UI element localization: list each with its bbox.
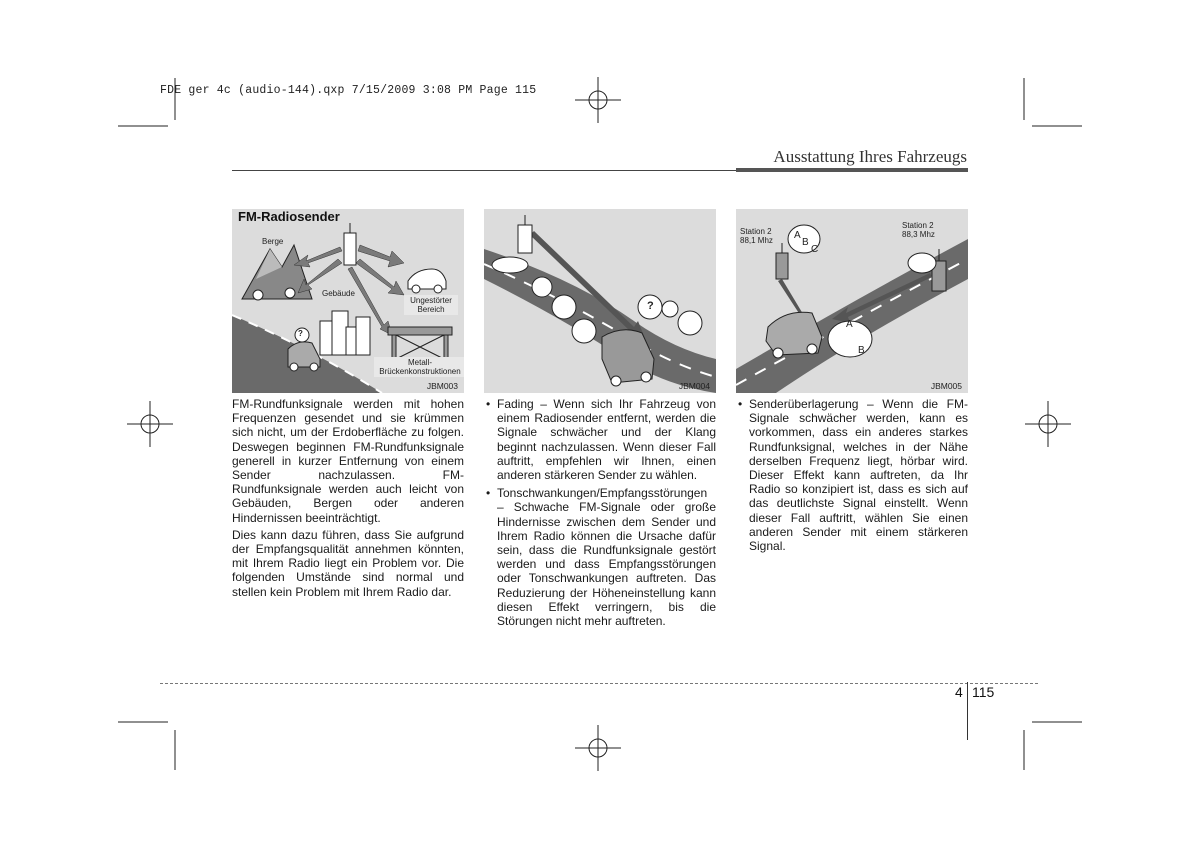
glyph-top-c: C [811, 244, 819, 255]
bullet-interference: • Tonschwankungen/Empfangsstörungen – Schwache FM-Signale oder große Hindernisse zwischen dem Sender und Ihrem Radio können die Ursache dafür sein, dass die Rundfunksignale gestört werden und dass Empfangsstörungen oder Tonschwankungen auftreten. Das Reduzierung der Höheneinstellung kann diesen Effekt verringern, bis die Störungen nicht mehr auftreten. [484, 486, 716, 628]
figure-fm-broadcast [232, 209, 464, 393]
print-slug: FDE ger 4c (audio-144).qxp 7/15/2009 3:08 PM Page 115 [160, 84, 537, 97]
bullet-fading: • Fading – Wenn sich Ihr Fahrzeug von einem Radiosender entfernt, werden die Signale schwächer und der Klang beginnt nachzulassen. Wenn dieser Fall auftritt, empfehlen wir Ihnen, einen anderen stärkeren Sender zu wählen. [484, 397, 716, 482]
section-header-title: Ausstattung Ihres Fahrzeugs [773, 147, 967, 166]
glyph-top-b: B [802, 237, 809, 248]
registration-mark-bottom [575, 725, 621, 771]
footer-rule [160, 683, 1038, 684]
bullet-station-overlap: • Senderüberlagerung – Wenn die FM-Signale schwächer werden, kann es vorkommen, dass ein anderes starkes Rundfunksignal, welches in der Nähe derselben Frequenz liegt, hörbar wird. Dieser Effekt kann auftreten, da Ihr Radio so konzipiert ist, dass es sich auf das deutlichste Signal einstellt. Wenn dieser Fall auftritt, wählen Sie einen anderen Sender mit einem stärkeren Signal. [736, 397, 968, 553]
registration-mark-left [127, 401, 173, 447]
paragraph: Dies kann dazu führen, dass Sie aufgrund der Empfangsqualität annehmen könnten, mit Ihrem Radio liegt ein Problem vor. Die folgenden Umstände sind normal und stellen kein Problem mit Ihrem Radio dar. [232, 527, 464, 599]
chapter-number: 4 [955, 684, 963, 700]
label-clear-area: Ungestörter Bereich [404, 295, 458, 315]
page-number-divider [967, 682, 968, 740]
figure-station-overlap [736, 209, 968, 393]
figure-fading [484, 209, 716, 393]
glyph-car-b: B [858, 345, 865, 356]
page-number: 115 [972, 684, 995, 700]
figure-code: JBM005 [930, 381, 962, 391]
figure-code: JBM003 [426, 381, 458, 391]
figure-code: JBM004 [678, 381, 710, 391]
registration-mark-top [575, 77, 621, 123]
question-mark: ? [298, 329, 303, 338]
station-label-left: Station 2 88,1 Mhz [740, 227, 773, 246]
label-buildings: Gebäude [322, 289, 355, 298]
header-bar [736, 168, 968, 172]
header-rule [232, 170, 736, 171]
fading-illustration [484, 209, 716, 393]
column-3 [736, 397, 968, 557]
column-2 [484, 397, 716, 632]
station-label-right: Station 2 88,3 Mhz [902, 221, 935, 240]
label-metal-bridge: Metall-Brückenkonstruktionen [374, 357, 464, 377]
registration-mark-right [1025, 401, 1071, 447]
label-mountains: Berge [262, 237, 284, 246]
question-mark: ? [647, 300, 654, 312]
paragraph: FM-Rundfunksignale werden mit hohen Frequenzen gesendet und sie krümmen sich nicht, um der Erdoberfläche zu folgen. Deswegen beginnen FM-Rundfunksignale generell in kurzer Entfernung von einem Sender nachzulassen. FM-Rundfunksignale werden auch leicht von Gebäuden, Bergen oder anderen Hindernissen beeinträchtigt. [232, 397, 464, 525]
glyph-top-a: A [794, 230, 801, 241]
figure-title: FM-Radiosender [235, 209, 343, 224]
column-1 [232, 397, 464, 599]
glyph-car-a: A [846, 319, 853, 330]
